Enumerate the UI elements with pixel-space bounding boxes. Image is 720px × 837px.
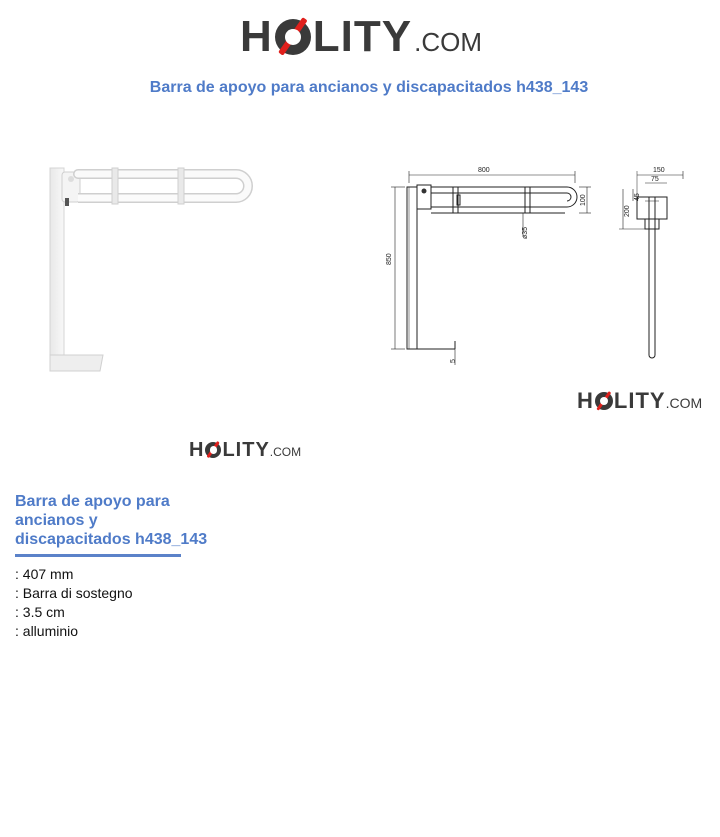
brand-logo-watermark <box>577 388 702 414</box>
technical-drawing <box>375 155 695 370</box>
brand-logo-header[interactable] <box>240 12 482 62</box>
brand-name-rest: LITY <box>613 388 666 413</box>
spec-item-diameter: : 3.5 cm <box>15 604 65 620</box>
brand-o-mark-icon <box>595 392 613 410</box>
product-title: Barra de apoyo para ancianos y discapacitados h438_143 <box>15 493 208 548</box>
side-small-label: 45 <box>634 193 641 201</box>
dim-width-label: 800 <box>478 167 490 174</box>
side-depth-label: 200 <box>624 205 631 217</box>
brand-tld: .COM <box>665 395 703 411</box>
side-half-label: 75 <box>651 176 659 183</box>
product-photo <box>40 160 260 375</box>
page-title: Barra de apoyo para ancianos y discapacitados h438_143 <box>149 79 589 96</box>
brand-letter-h: H <box>240 12 273 61</box>
spec-item-size: : 407 mm <box>15 566 74 582</box>
spec-item-material: : alluminio <box>15 623 79 639</box>
dim-bottom-label: 5 <box>450 359 457 363</box>
title-divider <box>15 554 181 557</box>
brand-tld: .COM <box>269 445 302 459</box>
dim-height-label: 850 <box>386 253 393 265</box>
brand-o-mark-icon <box>205 442 221 458</box>
brand-logo-small <box>189 439 301 462</box>
dim-top-label: 100 <box>580 194 587 206</box>
brand-letter-h: H <box>189 439 205 461</box>
spec-item-type: : Barra di sostegno <box>15 585 133 601</box>
brand-tld: .COM <box>414 27 482 57</box>
spec-list <box>15 565 133 641</box>
brand-letter-h: H <box>577 388 594 413</box>
brand-name-rest: LITY <box>312 12 413 61</box>
brand-name-rest: LITY <box>222 439 270 461</box>
side-width-label: 150 <box>653 167 665 174</box>
brand-o-mark-icon <box>275 19 311 55</box>
dim-diameter-label: ø35 <box>522 226 529 239</box>
